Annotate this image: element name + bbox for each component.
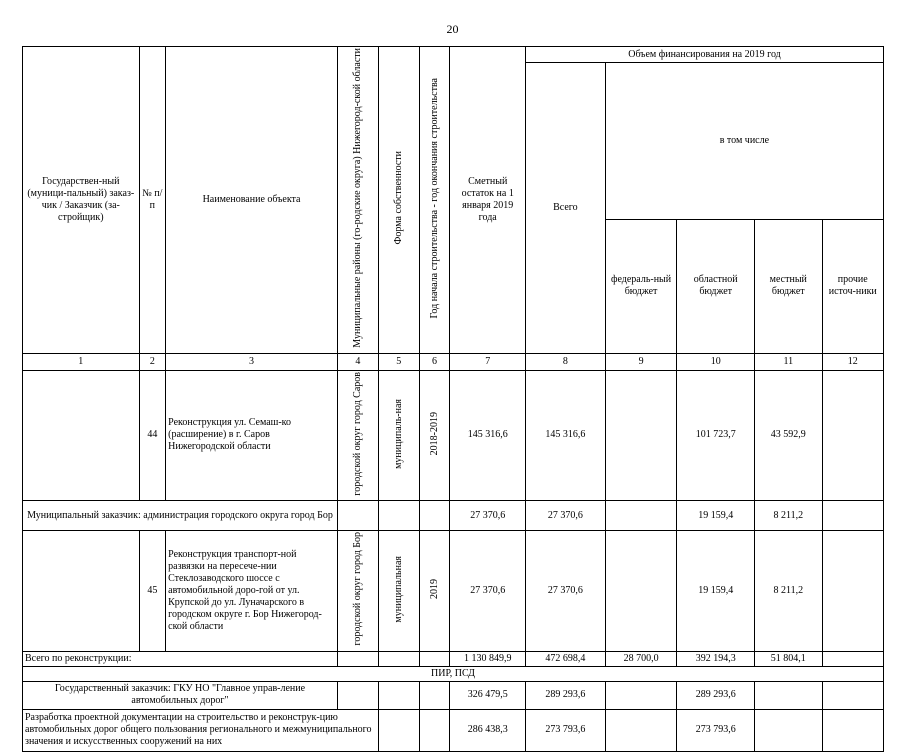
col-number: 1 — [23, 353, 140, 370]
col-number: 2 — [139, 353, 166, 370]
row-no: 44 — [139, 370, 166, 501]
total: 472 698,4 — [526, 651, 606, 666]
header-balance: Сметный остаток на 1 января 2019 года — [450, 47, 526, 354]
page-number: 20 — [446, 22, 459, 36]
federal: 28 700,0 — [605, 651, 677, 666]
regional: 273 793,6 — [677, 709, 755, 751]
total: 145 316,6 — [526, 370, 606, 501]
table-row — [23, 709, 884, 751]
col-number: 8 — [526, 353, 606, 370]
total: 27 370,6 — [526, 531, 606, 652]
col-number: 5 — [378, 353, 419, 370]
row-no: 45 — [139, 531, 166, 652]
col-number: 4 — [337, 353, 378, 370]
header-local: местный бюджет — [755, 219, 822, 353]
table-row — [23, 681, 884, 709]
local: 51 804,1 — [755, 651, 822, 666]
header-customer: Государствен-ный (муници-пальный) заказ-чик / Заказчик (за-стройщик) — [23, 47, 140, 354]
regional: 101 723,7 — [677, 370, 755, 501]
header-ownership: Форма собственности — [393, 151, 405, 245]
col-number: 9 — [605, 353, 677, 370]
regional: 289 293,6 — [677, 681, 755, 709]
customer-label: Муниципальный заказчик: администрация городского округа город Бор — [23, 501, 338, 531]
header-no: № п/п — [139, 47, 166, 354]
balance: 27 370,6 — [450, 531, 526, 652]
col-number: 7 — [450, 353, 526, 370]
years: 2018-2019 — [429, 411, 441, 456]
balance: 27 370,6 — [450, 501, 526, 531]
header-financing: Объем финансирования на 2019 год — [526, 47, 884, 63]
object-name: Реконструкция транспорт-ной развязки на пересече-нии Стеклозаводского шоссе с автомобильной доро-гой от ул. Крупской до ул. Луначарского в городском округе г. Бор Нижегород-ской области — [166, 531, 338, 652]
col-number: 11 — [755, 353, 822, 370]
local: 8 211,2 — [755, 531, 822, 652]
district: городской округ город Бор — [352, 532, 364, 646]
col-number: 12 — [822, 353, 883, 370]
financing-table — [22, 46, 884, 752]
table-row — [23, 651, 884, 666]
object-name: Реконструкция ул. Семаш-ко (расширение) в г. Саров Нижегородской области — [166, 370, 338, 501]
table-row — [23, 370, 884, 501]
local: 43 592,9 — [755, 370, 822, 501]
table-row — [23, 666, 884, 681]
section-heading: ПИР, ПСД — [23, 666, 884, 681]
header-other: прочие источ-ники — [822, 219, 883, 353]
regional: 19 159,4 — [677, 531, 755, 652]
header-object-name: Наименование объекта — [166, 47, 338, 354]
header-total: Всего — [526, 63, 606, 354]
ownership: муниципальная — [393, 555, 405, 623]
district: городской округ город Саров — [352, 371, 364, 496]
balance: 1 130 849,9 — [450, 651, 526, 666]
regional: 392 194,3 — [677, 651, 755, 666]
header-regional: областной бюджет — [677, 219, 755, 353]
total: 289 293,6 — [526, 681, 606, 709]
col-number: 3 — [166, 353, 338, 370]
col-number: 10 — [677, 353, 755, 370]
total: 273 793,6 — [526, 709, 606, 751]
col-number: 6 — [419, 353, 450, 370]
ownership: муниципаль-ная — [393, 398, 405, 469]
balance: 145 316,6 — [450, 370, 526, 501]
header-federal: федераль-ный бюджет — [605, 219, 677, 353]
regional: 19 159,4 — [677, 501, 755, 531]
header-years: Год начала строительства - год окончания строительства — [429, 77, 441, 319]
design-docs-label: Разработка проектной документации на строительство и реконструк-цию автомобильных дорог общего пользования регионального и межмуниципального значения и искусственных сооружений на них — [23, 709, 379, 751]
balance: 286 438,3 — [450, 709, 526, 751]
balance: 326 479,5 — [450, 681, 526, 709]
header-district: Муниципальные районы (го-родские округа) Нижегород-ской области — [352, 48, 364, 348]
total: 27 370,6 — [526, 501, 606, 531]
years: 2019 — [429, 579, 441, 600]
local: 8 211,2 — [755, 501, 822, 531]
reconstruction-total-label: Всего по реконструкции: — [23, 651, 338, 666]
table-row — [23, 501, 884, 531]
header-including: в том числе — [605, 63, 883, 220]
customer-label: Государственный заказчик: ГКУ НО "Главное управ-ление автомобильных дорог" — [23, 681, 338, 709]
table-row — [23, 531, 884, 652]
